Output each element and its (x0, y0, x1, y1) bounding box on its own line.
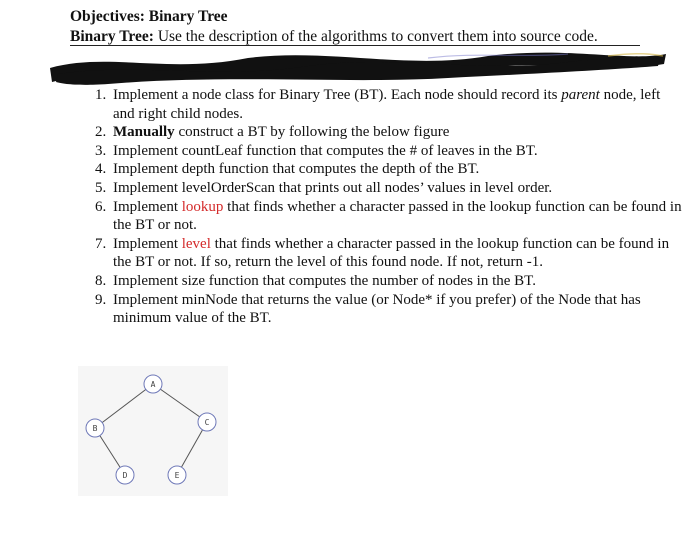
function-name-highlight: lookup (181, 198, 224, 215)
objective-text-part: Manually (113, 124, 175, 141)
tree-node-label: C (204, 418, 210, 427)
objective-text (113, 123, 685, 142)
objective-text-part: construct a BT by following the below figure (174, 124, 450, 141)
objective-number: 6. (95, 198, 107, 215)
objective-item (95, 179, 685, 198)
objective-item (95, 198, 685, 235)
objective-text-part: Implement (113, 198, 182, 215)
objective-text (113, 179, 685, 198)
objective-number: 9. (95, 291, 107, 308)
objective-text (113, 86, 685, 123)
subtitle-text: Use the description of the algorithms to convert them into source code. (153, 28, 598, 45)
redaction-scribble (48, 44, 668, 90)
tree-node-d (116, 466, 134, 484)
objective-text-part: parent (561, 87, 600, 103)
binary-tree-figure (78, 366, 228, 496)
objective-number: 1. (95, 87, 107, 103)
objective-item (95, 272, 685, 291)
objective-text (113, 235, 685, 272)
tree-node-b (86, 419, 104, 437)
objective-item (95, 235, 685, 272)
tree-node-label: E (174, 471, 180, 480)
objective-number: 7. (95, 235, 107, 252)
objective-text-part: Implement a node class for Binary Tree (BT). Each node should record its (113, 87, 562, 103)
objective-item (95, 86, 685, 123)
objective-text-part: Implement levelOrderScan that prints out all nodes’ values in level order. (113, 179, 553, 196)
tree-node-label: D (122, 471, 128, 480)
objective-text (113, 160, 685, 179)
objective-text-part: that finds whether a character passed in the lookup function can be found in the BT or not. If so, return the level of this found node. If not, return -1. (113, 235, 670, 271)
objective-text-part: Implement depth function that computes the depth of the BT. (113, 161, 480, 178)
subtitle-label: Binary Tree: (70, 28, 154, 45)
objective-text-part: Implement minNode that returns the value (or Node* if you prefer) of the Node that has minimum value of the BT. (113, 291, 641, 327)
objective-item (95, 160, 685, 179)
page-title: Objectives: Binary Tree (70, 8, 228, 25)
objective-text-part: Implement countLeaf function that computes the # of leaves in the BT. (113, 142, 538, 159)
objective-number: 3. (95, 142, 107, 159)
objectives-list (95, 86, 685, 328)
tree-edge-a-b (95, 384, 153, 428)
objective-text-part: Implement (113, 235, 182, 252)
objective-text-part: that finds whether a character passed in the lookup function can be found in the BT or not. (113, 198, 682, 234)
objective-number: 4. (95, 161, 107, 178)
tree-node-label: A (150, 380, 156, 389)
objective-text (113, 291, 685, 328)
tree-node-e (168, 466, 186, 484)
function-name-highlight: level (181, 235, 211, 252)
objective-number: 2. (95, 124, 107, 141)
objective-item (95, 123, 685, 142)
tree-node-c (198, 413, 216, 431)
objective-item (95, 291, 685, 328)
objective-text (113, 142, 685, 161)
tree-node-a (144, 375, 162, 393)
objective-number: 8. (95, 272, 107, 289)
objective-number: 5. (95, 179, 107, 196)
objective-item (95, 142, 685, 161)
tree-node-label: B (92, 424, 98, 433)
objective-text-part: Implement size function that computes the number of nodes in the BT. (113, 272, 536, 289)
objective-text (113, 198, 685, 235)
objective-text-part: node, left and right child nodes. (113, 87, 661, 122)
tree-edge-a-c (153, 384, 207, 422)
objective-text (113, 272, 685, 291)
